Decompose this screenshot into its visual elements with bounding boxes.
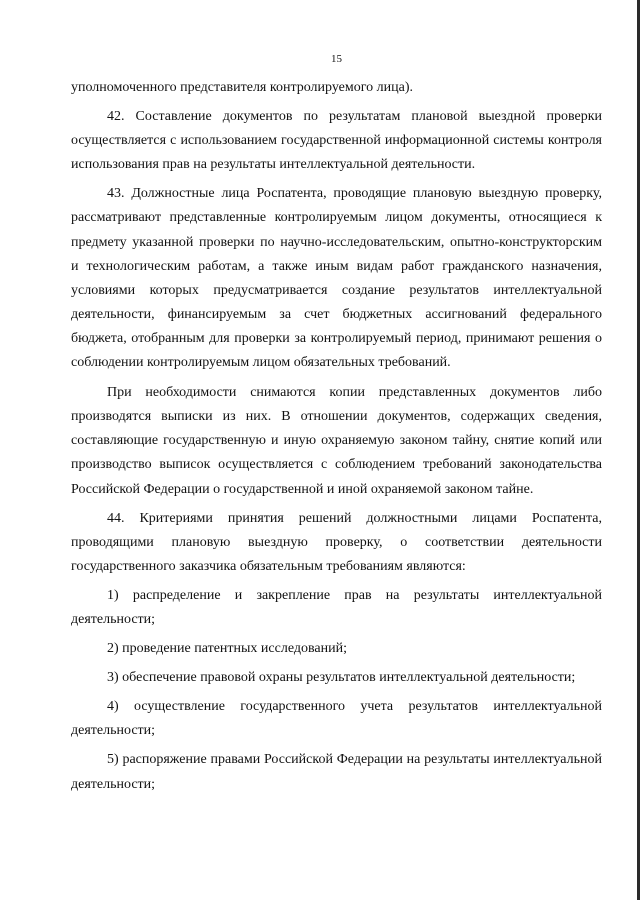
page-number: 15 (331, 53, 342, 65)
list-item-4: 4) осуществление государственного учета результатов интеллектуальной деятельности; (71, 699, 602, 739)
list-item-3: 3) обеспечение правовой охраны результатов интеллектуальной деятельности; (107, 670, 576, 686)
list-item-2: 2) проведение патентных исследований; (107, 641, 347, 657)
list-item-1: 1) распределение и закрепление прав на результаты интеллектуальной деятельности; (71, 587, 602, 627)
paragraph-43: 43. Должностные лица Роспатента, проводящие плановую выездную проверку, рассматривают представленные контролируемым лицом документы, относящиеся к предмету указанной проверки по научно-исследовательским, опытно-конструкторским и технологическим работам, а также иным видам работ гражданского назначения, условиями которых предусматривается создание результатов интеллектуальной деятельности, финансируемым за счет бюджетных ассигнований федерального бюджета, отобранным для проверки за контролируемый период, принимают решения о соблюдении контролируемым лицом обязательных требований. (71, 186, 602, 371)
list-item-5: 5) распоряжение правами Российской Федерации на результаты интеллектуальной деятельности; (71, 752, 602, 792)
paragraph-continuation: уполномоченного представителя контролируемого лица). (71, 80, 413, 95)
paragraph-44: 44. Критериями принятия решений должностными лицами Роспатента, проводящими плановую выездную проверку, о соответствии деятельности государственного заказчика обязательным требованиям являются: (71, 510, 602, 574)
paragraph-copies: При необходимости снимаются копии представленных документов либо производятся выписки из них. В отношении документов, содержащих сведения, составляющие государственную и иную охраняемую законом тайну, снятие копий или производство выписок осуществляется с соблюдением требований законодательства Российской Федерации о государственной и иной охраняемой законом тайне. (71, 385, 602, 497)
paragraph-42: 42. Составление документов по результатам плановой выездной проверки осуществляется с использованием государственной информационной системы контроля использования прав на результаты интеллектуальной деятельности. (71, 109, 602, 173)
